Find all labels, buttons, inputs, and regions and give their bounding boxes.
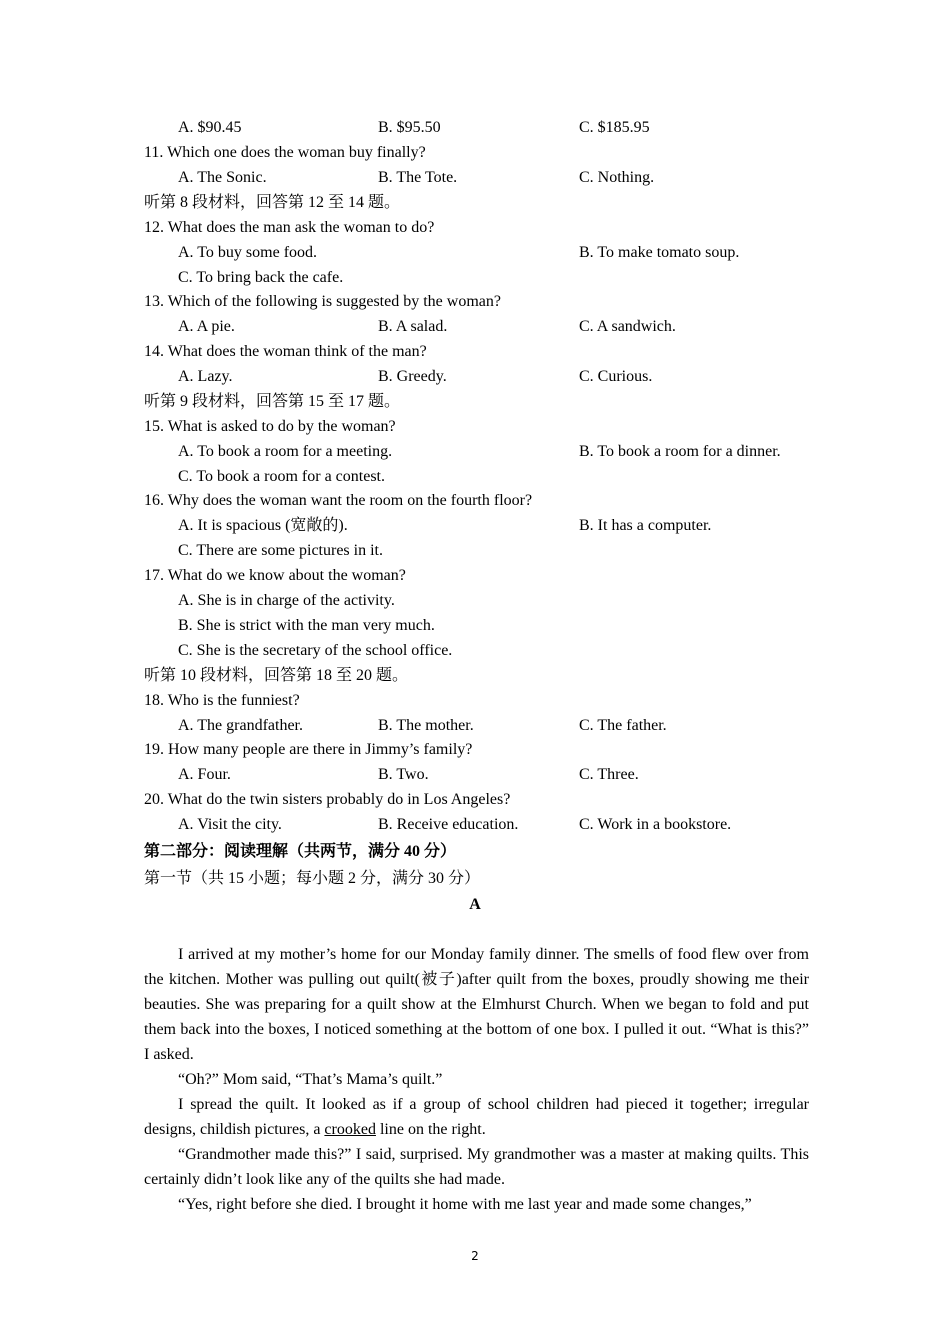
q16-stem: 16. Why does the woman want the room on the fourth floor? bbox=[144, 492, 533, 509]
q16-option-a: A. It is spacious (宽敞的). bbox=[178, 517, 348, 534]
passage-paragraph-2: “Oh?” Mom said, “That’s Mama’s quilt.” bbox=[178, 1071, 443, 1088]
p3-text-after: line on the right. bbox=[375, 1121, 486, 1138]
q18-option-b: B. The mother. bbox=[378, 717, 474, 734]
q18-stem: 18. Who is the funniest? bbox=[144, 692, 300, 709]
passage-paragraph-1: I arrived at my mother’s home for our Monday family dinner. The smells of food flew over from the kitchen. Mother was pulling out quilt(被子)after quilt from the boxes, proudly showing me their beauties. She was preparing for a quilt show at the Elmhurst Church. When we began to fold and put them back into the boxes, I noticed something at the bottom of one box. I pulled it out. “What is this?” I asked. bbox=[144, 946, 809, 1063]
q20-option-a: A. Visit the city. bbox=[178, 816, 282, 833]
q19-option-a: A. Four. bbox=[178, 766, 231, 783]
q11-option-b: B. The Tote. bbox=[378, 169, 458, 186]
q10-option-c: C. $185.95 bbox=[579, 119, 650, 136]
q11-option-c: C. Nothing. bbox=[579, 169, 655, 186]
q12-option-c: C. To bring back the cafe. bbox=[178, 269, 344, 286]
p3-text-before: I spread the quilt. It looked as if a group of school children had pieced it together; irregular designs, childish pictures, a bbox=[144, 1096, 809, 1138]
passage-title: A bbox=[469, 896, 481, 913]
section-one-heading: 第一节（共 15 小题；每小题 2 分，满分 30 分） bbox=[144, 870, 481, 887]
q11-stem: 11. Which one does the woman buy finally? bbox=[144, 144, 426, 161]
q19-option-c: C. Three. bbox=[579, 766, 639, 783]
q15-option-b: B. To book a room for a dinner. bbox=[579, 443, 781, 460]
q18-option-c: C. The father. bbox=[579, 717, 667, 734]
q17-stem: 17. What do we know about the woman? bbox=[144, 567, 406, 584]
q14-option-b: B. Greedy. bbox=[378, 368, 447, 385]
passage-paragraph-4: “Grandmother made this?” I said, surprised. My grandmother was a master at making quilts. This certainly didn’t look like any of the quilts she had made. bbox=[144, 1146, 809, 1188]
part-two-heading: 第二部分：阅读理解（共两节，满分 40 分） bbox=[144, 843, 457, 860]
q13-option-b: B. A salad. bbox=[378, 318, 448, 335]
q15-stem: 15. What is asked to do by the woman? bbox=[144, 418, 396, 435]
q13-option-a: A. A pie. bbox=[178, 318, 235, 335]
q20-stem: 20. What do the twin sisters probably do in Los Angeles? bbox=[144, 791, 511, 808]
q16-option-c: C. There are some pictures in it. bbox=[178, 542, 383, 559]
q13-option-c: C. A sandwich. bbox=[579, 318, 676, 335]
q14-stem: 14. What does the woman think of the man? bbox=[144, 343, 427, 360]
q17-option-c: C. She is the secretary of the school office. bbox=[178, 642, 453, 659]
q14-option-a: A. Lazy. bbox=[178, 368, 233, 385]
q16-option-b: B. It has a computer. bbox=[579, 517, 712, 534]
q13-stem: 13. Which of the following is suggested by the woman? bbox=[144, 293, 501, 310]
q20-option-b: B. Receive education. bbox=[378, 816, 519, 833]
q14-option-c: C. Curious. bbox=[579, 368, 653, 385]
q18-option-a: A. The grandfather. bbox=[178, 717, 303, 734]
passage-paragraph-5: “Yes, right before she died. I brought it home with me last year and made some changes,” bbox=[178, 1196, 752, 1213]
q11-option-a: A. The Sonic. bbox=[178, 169, 267, 186]
q19-option-b: B. Two. bbox=[378, 766, 429, 783]
q19-stem: 19. How many people are there in Jimmy’s family? bbox=[144, 741, 473, 758]
q20-option-c: C. Work in a bookstore. bbox=[579, 816, 732, 833]
underlined-word: crooked bbox=[324, 1121, 376, 1138]
q15-option-c: C. To book a room for a contest. bbox=[178, 468, 385, 485]
page-number: 2 bbox=[471, 1249, 479, 1263]
q12-option-a: A. To buy some food. bbox=[178, 244, 318, 261]
q12-stem: 12. What does the man ask the woman to do? bbox=[144, 219, 435, 236]
q17-option-a: A. She is in charge of the activity. bbox=[178, 592, 395, 609]
section-heading-9: 听第 9 段材料，回答第 15 至 17 题。 bbox=[144, 393, 401, 410]
q10-option-a: A. $90.45 bbox=[178, 119, 242, 136]
section-heading-8: 听第 8 段材料，回答第 12 至 14 题。 bbox=[144, 194, 401, 211]
q17-option-b: B. She is strict with the man very much. bbox=[178, 617, 435, 634]
q15-option-a: A. To book a room for a meeting. bbox=[178, 443, 393, 460]
q10-option-b: B. $95.50 bbox=[378, 119, 441, 136]
passage-paragraph-3 bbox=[144, 1092, 809, 1142]
section-heading-10: 听第 10 段材料，回答第 18 至 20 题。 bbox=[144, 667, 409, 684]
q12-option-b: B. To make tomato soup. bbox=[579, 244, 740, 261]
